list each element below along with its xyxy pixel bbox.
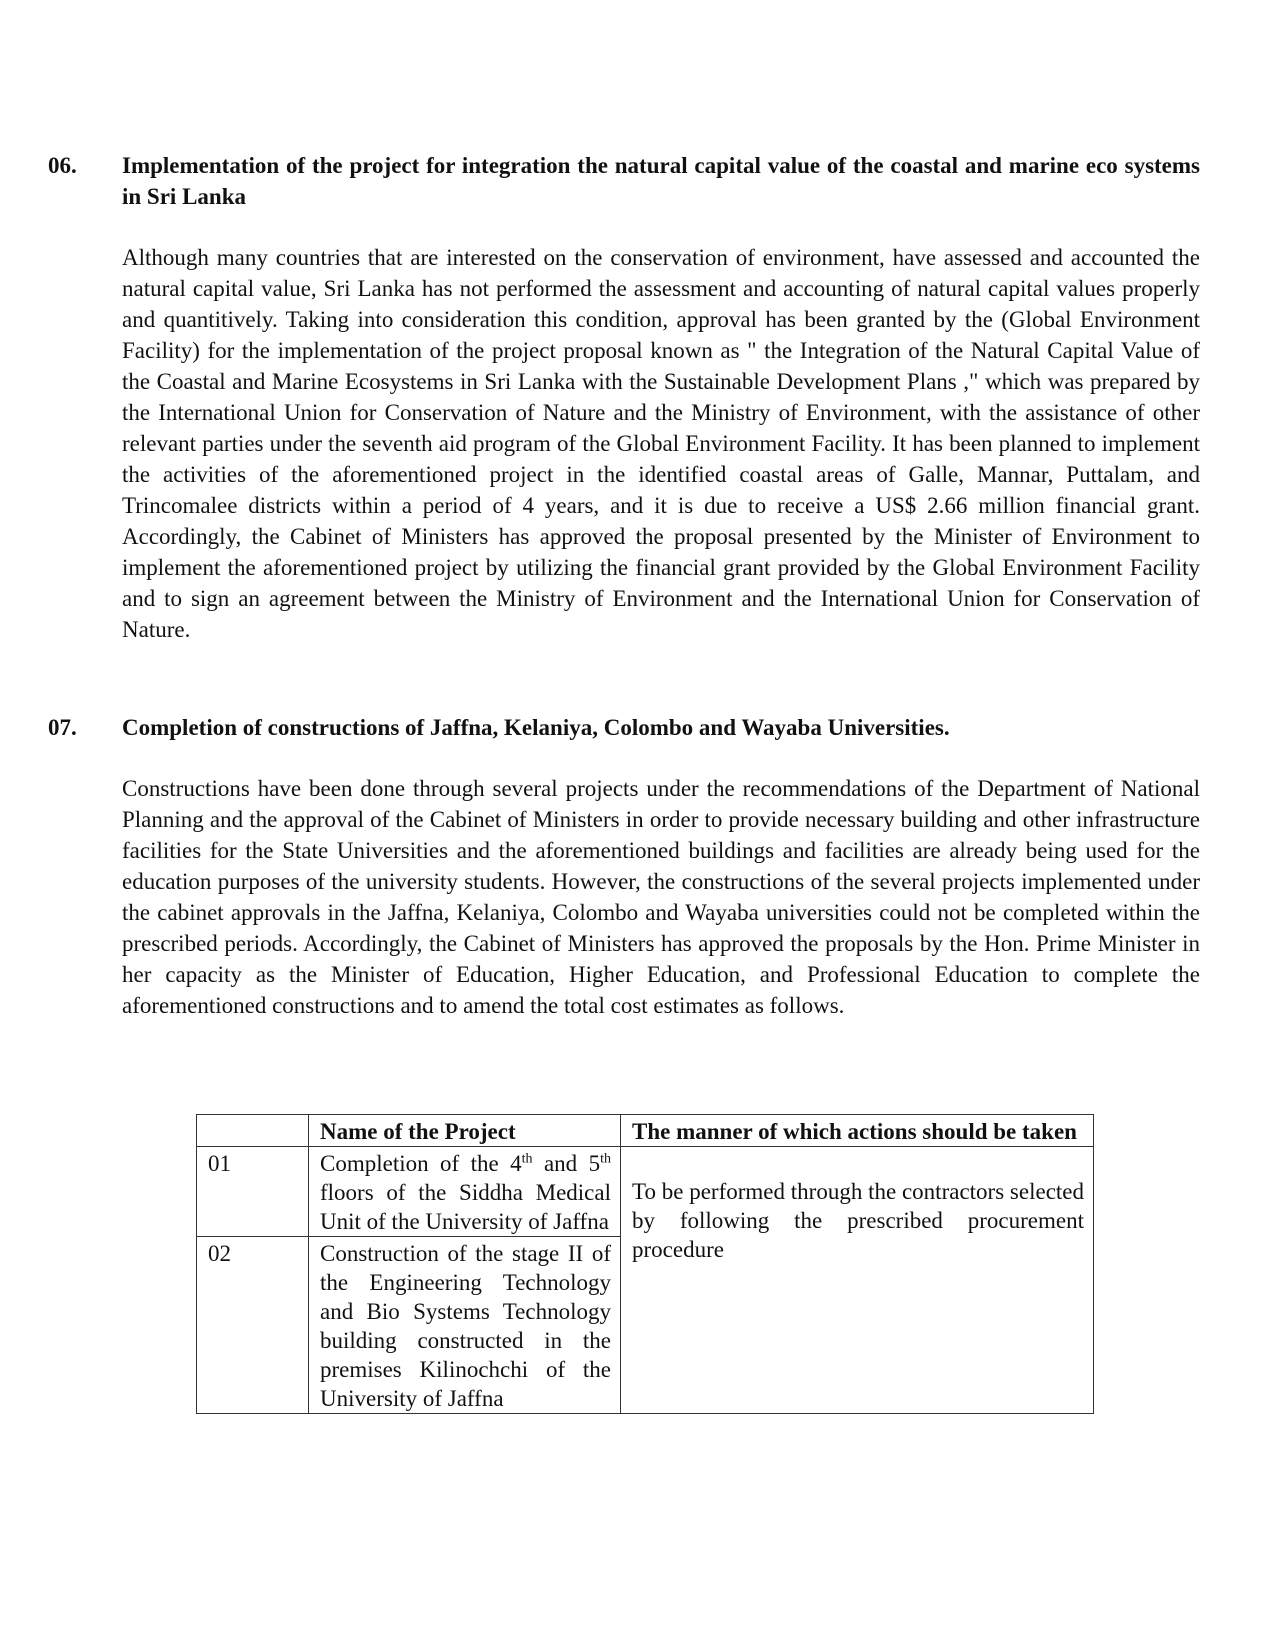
section-body: Constructions have been done through several projects under the recommendations of the Department of National Planning and the approval of the Cabinet of Ministers in order to provide necessary building and other infrastructure facilities for the State Universities and the aforementioned buildings and facilities are already being used for the education purposes of the university students. However, the constructions of the several projects implemented under the cabinet approvals in the Jaffna, Kelaniya, Colombo and Wayaba universities could not be completed within the prescribed periods. Accordingly, the Cabinet of Ministers has approved the proposals by the Hon. Prime Minister in her capacity as the Minister of Education, Higher Education, and Professional Education to complete the aforementioned constructions and to amend the total cost estimates as follows. — [122, 776, 1200, 1018]
projects-table — [196, 1114, 1094, 1414]
section-number: 06. — [48, 153, 77, 178]
project-text-part: floors of the Siddha Medical Unit of the University of Jaffna — [320, 1180, 611, 1234]
section-title: Implementation of the project for integration the natural capital value of the coastal and marine eco systems in Sri Lanka — [122, 153, 1200, 209]
table-header-row — [197, 1115, 1094, 1147]
table-row — [197, 1147, 1094, 1237]
section-body: Although many countries that are interested on the conservation of environment, have assessed and accounted the natural capital value, Sri Lanka has not performed the assessment and accounting of natural capital values properly and quantitively. Taking into consideration this condition, approval has been granted by the (Global Environment Facility) for the implementation of the project proposal known as " the Integration of the Natural Capital Value of the Coastal and Marine Ecosystems in Sri Lanka with the Sustainable Development Plans ," which was prepared by the International Union for Conservation of Nature and the Ministry of Environment, with the assistance of other relevant parties under the seventh aid program of the Global Environment Facility. It has been planned to implement the activities of the aforementioned project in the identified coastal areas of Galle, Mannar, Puttalam, and Trincomalee districts within a period of 4 years, and it is due to receive a US$ 2.66 million financial grant. Accordingly, the Cabinet of Ministers has approved the proposal presented by the Minister of Environment to implement the aforementioned project by utilizing the financial grant provided by the Global Environment Facility and to sign an agreement between the Ministry of Environment and the International Union for Conservation of Nature. — [122, 245, 1200, 642]
header-manner: The manner of which actions should be taken — [621, 1115, 1094, 1147]
row-project-name: Construction of the stage II of the Engineering Technology and Bio Systems Technology building constructed in the premises Kilinochchi of the University of Jaffna — [309, 1237, 621, 1414]
header-number — [197, 1115, 309, 1147]
section-title: Completion of constructions of Jaffna, Kelaniya, Colombo and Wayaba Universities. — [122, 715, 950, 740]
manner-text: To be performed through the contractors selected by following the prescribed procurement procedure — [632, 1179, 1084, 1262]
row-manner — [621, 1147, 1094, 1414]
section-number: 07. — [48, 715, 77, 740]
project-text-part: and 5 — [532, 1151, 601, 1176]
header-project-name: Name of the Project — [309, 1115, 621, 1147]
superscript: th — [600, 1151, 611, 1167]
row-number: 01 — [197, 1147, 309, 1237]
project-text-part: Completion of the 4 — [320, 1151, 522, 1176]
row-number: 02 — [197, 1237, 309, 1414]
superscript: th — [521, 1151, 533, 1167]
row-project-name — [309, 1147, 621, 1237]
